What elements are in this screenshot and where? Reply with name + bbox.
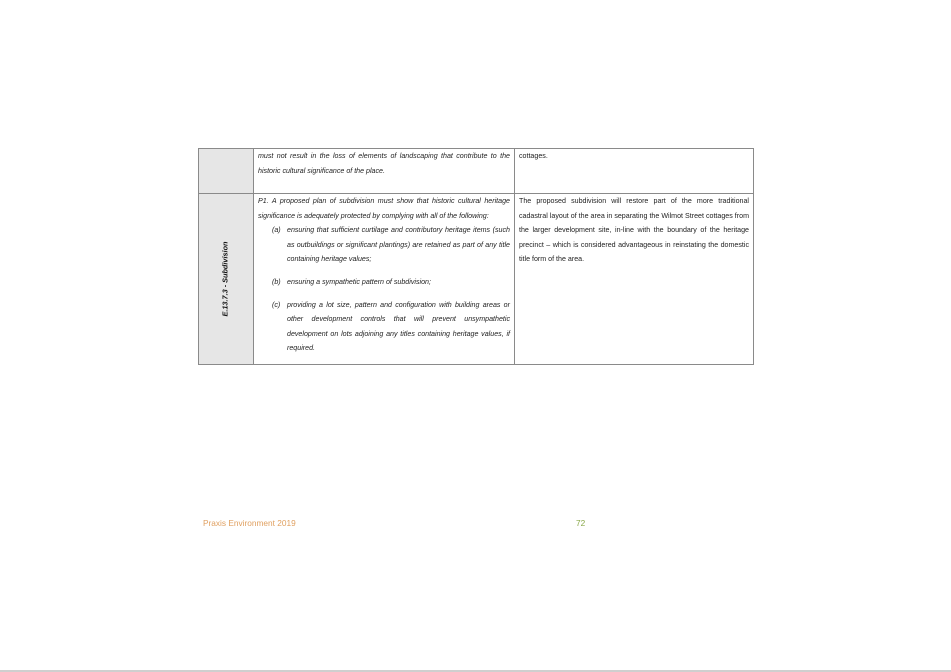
section-label-cell-empty (199, 149, 254, 194)
item-marker: (b) (272, 277, 281, 286)
response-text: The proposed subdivision will restore part of the more traditional cadastral layout of the area in separating the Wilmot Street cottages from the larger development site, in-line with the boundary of the heritage precinct – which is considered advantageous in reinstating the domestic title form of the area. (519, 197, 749, 264)
table-row (199, 194, 754, 365)
footer-company: Praxis Environment 2019 (203, 518, 296, 528)
requirement-text: must not result in the loss of elements of landscaping that contribute to the historic cultural significance of the place. (258, 152, 510, 175)
item-marker: (a) (272, 226, 281, 235)
requirement-item (258, 223, 510, 267)
requirement-item (258, 275, 510, 290)
footer-page-number: 72 (576, 518, 586, 528)
requirement-cell (254, 149, 515, 194)
item-text: providing a lot size, pattern and configuration with building areas or other development controls that will prevent unsympathetic development on lots adjoining any titles containing heritage values, if required. (287, 300, 510, 353)
item-marker: (c) (272, 300, 281, 309)
section-label: E.13.7.3 - Subdivision (220, 241, 230, 317)
requirement-cell (254, 194, 515, 365)
planning-criteria-table (198, 148, 754, 365)
requirement-intro: P1. A proposed plan of subdivision must show that historic cultural heritage significance is adequately protected by complying with all of the following: (258, 197, 510, 220)
table-row (199, 149, 754, 194)
requirement-item (258, 298, 510, 356)
item-text: ensuring that sufficient curtilage and contributory heritage items (such as outbuildings or significant plantings) are retained as part of any title containing heritage values; (287, 226, 510, 264)
response-cell (515, 194, 754, 365)
response-cell (515, 149, 754, 194)
item-text: ensuring a sympathetic pattern of subdivision; (287, 277, 431, 286)
response-text: cottages. (519, 152, 548, 160)
section-label-cell (199, 194, 254, 365)
